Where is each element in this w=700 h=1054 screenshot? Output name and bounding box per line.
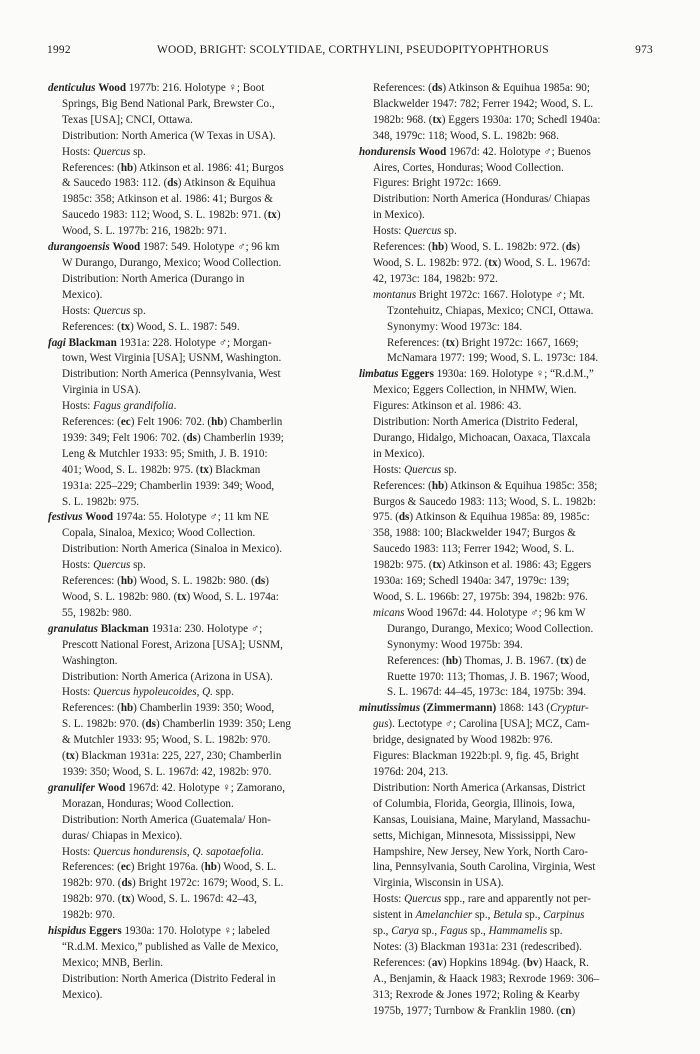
entry-heading-line: festivus Wood 1974a: 55. Holotype ♂; 11 km NE [48, 511, 269, 524]
entry-line: bridge, designated by Wood 1982b: 976. [373, 734, 553, 747]
entry-line: Aires, Cortes, Honduras; Wood Collection. [373, 161, 564, 174]
entry-line: Hosts: Quercus sp. [62, 145, 146, 158]
entry-line: Blackwelder 1947: 782; Ferrer 1942; Wood, S. L. [373, 97, 594, 110]
entry-heading-line: hispidus Eggers 1930a: 170. Holotype ♀; labeled [48, 925, 270, 938]
entry-line: Distribution: North America (Arizona in USA). [62, 670, 273, 683]
entry-line: Figures: Atkinson et al. 1986: 43. [373, 400, 522, 413]
entry-line: Distribution: North America (W Texas in USA). [62, 129, 276, 142]
entry-line: duras/ Chiapas in Mexico). [62, 829, 183, 842]
entry-line: Prescott National Forest, Arizona [USA]; USNM, [62, 638, 283, 651]
entry-heading-line: fagi Blackman 1931a: 228. Holotype ♂; Morgan- [48, 336, 272, 349]
entry-line: Saucedo 1983: 112; Wood, S. L. 1982b: 971. (tx) [62, 209, 281, 222]
entry-line: Wood, S. L. 1982b: 980. (tx) Wood, S. L. 1974a: [62, 591, 279, 603]
entry-line: Mexico). [62, 988, 103, 1001]
entry-line: sistent in Amelanchier sp., Betula sp., Carpinus [373, 909, 585, 922]
running-title: WOOD, BRIGHT: SCOLYTIDAE, CORTHYLINI, PSEUDOPITYOPHTHORUS [157, 44, 549, 56]
entry-line: Hosts: Quercus sp. [62, 304, 146, 317]
entry-line: 401; Wood, S. L. 1982b: 975. (tx) Blackman [62, 463, 261, 476]
entry-line: in Mexico). [373, 209, 425, 222]
entry-line: 1939: 350; Wood, S. L. 1967d: 42, 1982b: 970. [62, 765, 272, 778]
entry-line: Hosts: Fagus grandifolia. [62, 400, 177, 413]
entry-line: References: (hb) Atkinson & Equihua 1985c: 358; [373, 479, 598, 492]
left-column [48, 81, 346, 1004]
entry-line: Durango, Hidalgo, Michoacan, Oaxaca, Tlaxcala [373, 431, 591, 444]
entry-line: 1982b: 970. (ds) Bright 1972c: 1679; Wood, S. L. [62, 877, 284, 890]
entry-heading-line: minutissimus (Zimmermann) 1868: 143 (Cryptur- [359, 702, 589, 715]
right-column [359, 81, 657, 1019]
entry-line: Hosts: Quercus spp., rare and apparently not per- [373, 893, 591, 906]
entry-line: 42, 1973c: 184, 1982b: 972. [373, 272, 498, 285]
entry-line: Wood, S. L. 1966b: 27, 1975b: 394, 1982b: 976. [373, 591, 588, 603]
entry-line: 313; Rexrode & Jones 1972; Roling & Kearby [373, 988, 580, 1001]
entry-line: Wood, S. L. 1982b: 972. (tx) Wood, S. L. 1967d: [373, 256, 591, 269]
entry-line: “R.d.M. Mexico,” published as Valle de Mexico, [62, 940, 279, 953]
entry-line: References: (ec) Felt 1906: 702. (hb) Chamberlin [62, 416, 283, 429]
entry-line: References: (tx) Bright 1972c: 1667, 1669; [387, 336, 579, 349]
entry-line: Synonymy: Wood 1973c: 184. [387, 320, 523, 333]
entry-line: Distribution: North America (Guatemala/ Hon- [62, 813, 271, 826]
entry-line: W Durango, Durango, Mexico; Wood Collection. [62, 256, 282, 269]
entry-line: Burgos & Saucedo 1983: 113; Wood, S. L. 1982b: [373, 495, 596, 508]
entry-line: A., Benjamin, & Haack 1983; Rexrode 1969: 306– [373, 972, 600, 985]
entry-line: 1975b, 1977; Turnbow & Franklin 1980. (cn) [373, 1004, 576, 1017]
entry-line: 1982b: 968. (tx) Eggers 1930a: 170; Schedl 1940a: [373, 113, 601, 126]
entry-line: 1930a: 169; Schedl 1940a: 347, 1979c: 139; [373, 575, 570, 588]
entry-line: Hosts: Quercus sp. [373, 463, 457, 476]
entry-line: Figures: Bright 1972c: 1669. [373, 177, 502, 190]
entry-line: Distribution: North America (Honduras/ Chiapas [373, 193, 590, 206]
entry-line: lina, Pennsylvania, South Carolina, Virginia, West [373, 861, 596, 874]
entry-line: References: (tx) Wood, S. L. 1987: 549. [62, 320, 240, 333]
entry-line: (tx) Blackman 1931a: 225, 227, 230; Chamberlin [62, 750, 282, 763]
entry-line: McNamara 1977: 199; Wood, S. L. 1973c: 184. [387, 352, 599, 365]
entry-line: Hampshire, New Jersey, New York, North Caro- [373, 845, 588, 858]
entry-line: 55, 1982b: 980. [62, 606, 132, 619]
entry-line: 1931a: 225–229; Chamberlin 1939: 349; Wood, [62, 479, 275, 492]
entry-heading-line: denticulus Wood 1977b: 216. Holotype ♀; Boot [48, 82, 265, 94]
entry-line: Ruette 1970: 113; Thomas, J. B. 1967; Wood, [387, 670, 590, 683]
entry-heading-line: granulifer Wood 1967d: 42. Holotype ♀; Zamorano, [48, 781, 285, 794]
entry-line: References: (hb) Wood, S. L. 1982b: 980. (ds) [62, 575, 269, 588]
entry-line: Virginia, Wisconsin in USA). [373, 877, 504, 890]
entry-line: Hosts: Quercus sp. [62, 559, 146, 572]
entry-line: Leng & Mutchler 1933: 95; Smith, J. B. 1910: [62, 447, 268, 460]
entry-line: References: (ds) Atkinson & Equihua 1985a: 90; [373, 82, 590, 94]
entry-line: Morazan, Honduras; Wood Collection. [62, 797, 234, 810]
entry-line: 1982b: 975. (tx) Atkinson et al. 1986: 43; Eggers [373, 559, 592, 572]
entry-heading-line: granulatus Blackman 1931a: 230. Holotype ♂; [48, 622, 263, 635]
entry-line: Durango, Durango, Mexico; Wood Collection. [387, 622, 594, 635]
entry-line: Hosts: Quercus sp. [373, 225, 457, 238]
entry-line: Distribution: North America (Distrito Federal, [373, 416, 578, 429]
entry-line: 1939: 349; Felt 1906: 702. (ds) Chamberlin 1939; [62, 431, 284, 444]
entry-line: 1976d: 204, 213. [373, 765, 449, 778]
entry-line: Mexico; Eggers Collection, in NHMW, Wien. [373, 384, 577, 397]
entry-line: Hosts: Quercus hondurensis, Q. sapotaefolia. [62, 845, 264, 858]
entry-line: Distribution: North America (Pennsylvania, West [62, 368, 281, 381]
entry-line: Copala, Sinaloa, Mexico; Wood Collection. [62, 527, 256, 540]
entry-line: 1985c: 358; Atkinson et al. 1986: 41; Burgos & [62, 193, 273, 206]
entry-line: S. L. 1967d: 44–45, 1973c: 184, 1975b: 394. [387, 686, 587, 699]
entry-line: References: (hb) Wood, S. L. 1982b: 972. (ds) [373, 241, 580, 254]
entry-line: setts, Michigan, Minnesota, Mississippi, New [373, 829, 576, 842]
entry-line: Washington. [62, 654, 118, 667]
entry-heading-line: durangoensis Wood 1987: 549. Holotype ♂; 96 km [48, 241, 280, 254]
entry-line: 348, 1979c: 118; Wood, S. L. 1982b: 968. [373, 129, 559, 142]
entry-line: & Saucedo 1983: 112. (ds) Atkinson & Equihua [62, 177, 276, 190]
entry-line: gus). Lectotype ♂; Carolina [USA]; MCZ, Cam- [373, 718, 590, 731]
entry-line: Mexico; MNB, Berlin. [62, 956, 164, 969]
entry-line: Kansas, Louisiana, Maine, Maryland, Massachu- [373, 813, 591, 826]
entry-line: & Mutchler 1933: 95; Wood, S. L. 1982b: 970. [62, 734, 271, 747]
entry-heading-line: hondurensis Wood 1967d: 42. Holotype ♂; Buenos [359, 145, 591, 158]
entry-line: Saucedo 1983: 113; Ferrer 1942; Wood, S. L. [373, 543, 575, 556]
entry-line: Notes: (3) Blackman 1931a: 231 (redescribed). [373, 940, 582, 953]
running-header [47, 44, 653, 56]
entry-line: Tzontehuitz, Chiapas, Mexico; CNCI, Ottawa. [387, 304, 594, 317]
entry-line: Distribution: North America (Durango in [62, 272, 245, 285]
entry-line: References: (ec) Bright 1976a. (hb) Wood, S. L. [62, 861, 277, 874]
entry-line: 358, 1988: 100; Blackwelder 1947; Burgos & [373, 527, 576, 540]
entry-line: References: (av) Hopkins 1894g. (bv) Haack, R. [373, 956, 589, 969]
page-number-right: 973 [635, 44, 653, 56]
entry-line: Texas [USA]; CNCI, Ottawa. [62, 113, 193, 126]
page-number-left: 1992 [47, 44, 71, 56]
entry-line: town, West Virginia [USA]; USNM, Washington. [62, 352, 282, 365]
entry-line: Figures: Blackman 1922b:pl. 9, fig. 45, Bright [373, 750, 579, 763]
entry-heading-line: limbatus Eggers 1930a: 169. Holotype ♀; “R.d.M.,” [359, 368, 594, 381]
entry-line: 1982b: 970. [62, 909, 116, 922]
entry-line: montanus Bright 1972c: 1667. Holotype ♂; Mt. [373, 288, 585, 301]
entry-line: Hosts: Quercus hypoleucoides, Q. spp. [62, 686, 234, 699]
entry-line: of Columbia, Florida, Georgia, Illinois, Iowa, [373, 797, 575, 810]
entry-line: Distribution: North America (Sinaloa in Mexico). [62, 543, 282, 556]
entry-line: S. L. 1982b: 975. [62, 495, 140, 508]
entry-line: sp., Carya sp., Fagus sp., Hammamelis sp. [373, 925, 563, 938]
entry-line: References: (hb) Thomas, J. B. 1967. (tx) de [387, 654, 587, 667]
entry-line: S. L. 1982b: 970. (ds) Chamberlin 1939: 350; Leng [62, 718, 291, 731]
entry-line: Virginia in USA). [62, 384, 141, 397]
entry-line: Mexico). [62, 288, 103, 301]
entry-line: in Mexico). [373, 447, 425, 460]
entry-line: References: (hb) Chamberlin 1939: 350; Wood, [62, 702, 275, 715]
entry-line: Springs, Big Bend National Park, Brewster Co., [62, 97, 275, 110]
entry-line: 1982b: 970. (tx) Wood, S. L. 1967d: 42–43, [62, 893, 257, 906]
entry-line: micans Wood 1967d: 44. Holotype ♂; 96 km W [373, 606, 586, 619]
entry-line: Synonymy: Wood 1975b: 394. [387, 638, 523, 651]
entry-line: Distribution: North America (Arkansas, District [373, 781, 586, 794]
entry-line: References: (hb) Atkinson et al. 1986: 41; Burgos [62, 161, 284, 174]
entry-line: Distribution: North America (Distrito Federal in [62, 972, 276, 985]
entry-line: Wood, S. L. 1977b: 216, 1982b: 971. [62, 225, 227, 238]
entry-line: 975. (ds) Atkinson & Equihua 1985a: 89, 1985c: [373, 511, 590, 524]
